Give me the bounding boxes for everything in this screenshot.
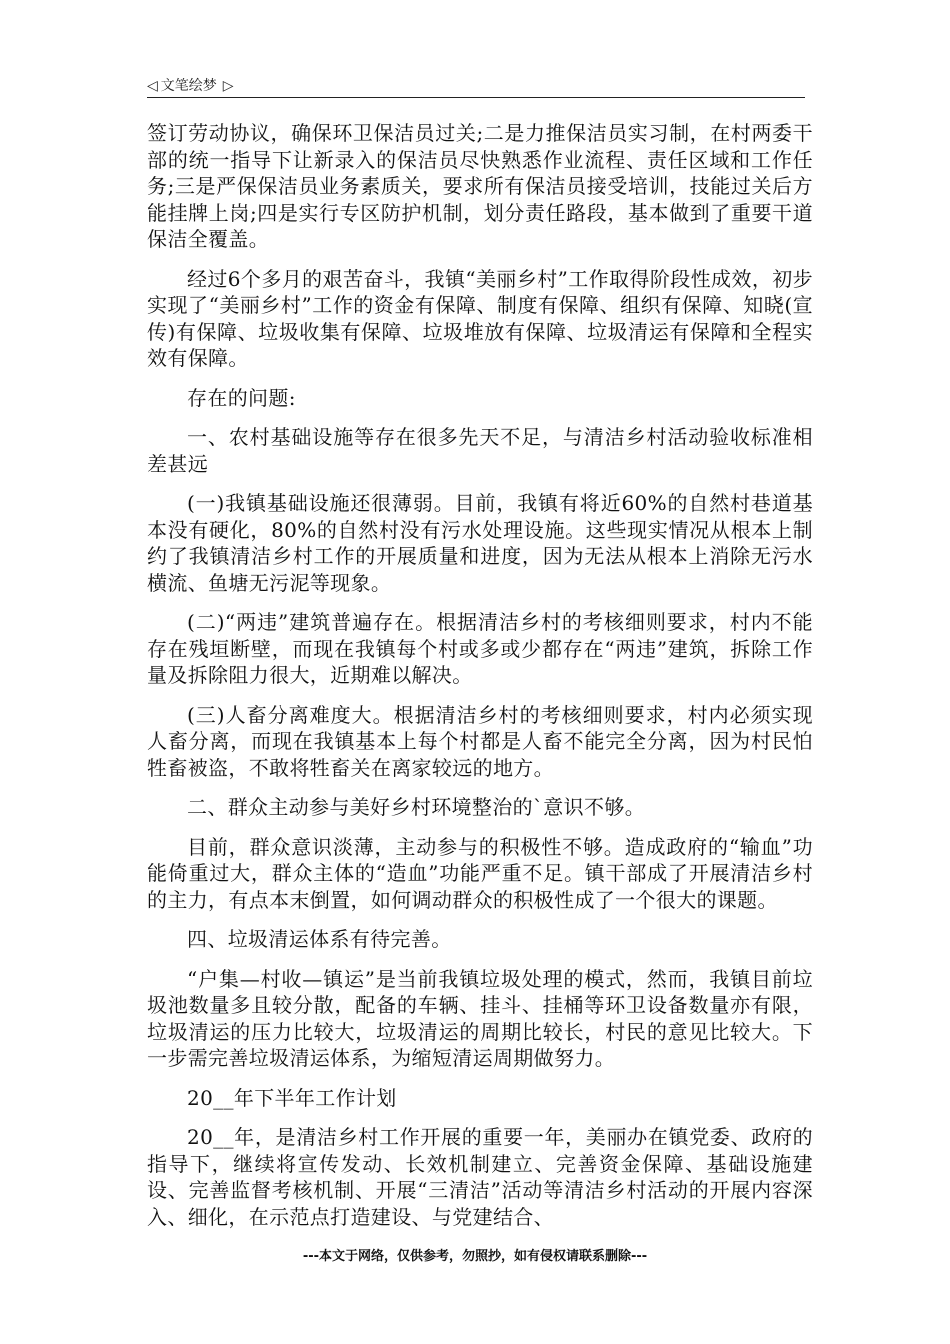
header-divider (147, 97, 805, 98)
problem-item-1-1: (一)我镇基础设施还很薄弱。目前，我镇有将近60%的自然村巷道基本没有硬化，80%的自然村没有污水处理设施。这些现实情况从根本上制约了我镇清洁乡村工作的开展质量和进度，因为无法从根本上消除无污水横流、鱼塘无污泥等现象。 (147, 491, 813, 595)
problem-item-1-3: (三)人畜分离难度大。根据清洁乡村的考核细则要求，村内必须实现人畜分离，而现在我镇基本上每个村都是人畜不能完全分离，因为村民怕牲畜被盗，不敢将牲畜关在离家较远的地方。 (147, 702, 813, 780)
paragraph-summary: 经过6个多月的艰苦奋斗，我镇“美丽乡村”工作取得阶段性成效，初步实现了“美丽乡村”工作的资金有保障、制度有保障、组织有保障、知晓(宣传)有保障、垃圾收集有保障、垃圾堆放有保障、垃圾清运有保障和全程实效有保障。 (147, 266, 813, 370)
problem-2-body: 目前，群众意识淡薄，主动参与的积极性不够。造成政府的“输血”功能倚重过大，群众主体的“造血”功能严重不足。镇干部成了开展清洁乡村的主力，有点本末倒置，如何调动群众的积极性成了一个很大的课题。 (147, 834, 813, 912)
problem-heading-4: 四、垃圾清运体系有待完善。 (187, 927, 452, 951)
problem-heading-2: 二、群众主动参与美好乡村环境整治的`意识不够。 (187, 795, 646, 819)
problem-heading-1: 一、农村基础设施等存在很多先天不足，与清洁乡村活动验收标准相差甚远 (147, 425, 813, 476)
document-body (147, 120, 813, 1243)
plan-heading: 20__年下半年工作计划 (187, 1085, 397, 1110)
left-triangle-icon: ◁ (147, 78, 158, 94)
page-footer-disclaimer: ---本文于网络，仅供参考，勿照抄，如有侵权请联系删除--- (302, 1249, 648, 1264)
section-heading-problems: 存在的问题: (187, 385, 296, 410)
plan-body: 20__年，是清洁乡村工作开展的重要一年，美丽办在镇党委、政府的指导下，继续将宣传发动、长效机制建立、完善资金保障、基础设施建设、完善监督考核机制、开展“三清洁”活动等清洁乡村活动的开展内容深入、细化，在示范点打造建设、与党建结合、 (147, 1125, 813, 1229)
header-title: 文笔绘梦 (160, 78, 217, 94)
paragraph-continuation: 签订劳动协议，确保环卫保洁员过关;二是力推保洁员实习制，在村两委干部的统一指导下让新录入的保洁员尽快熟悉作业流程、责任区域和工作任务;三是严保保洁员业务素质关，要求所有保洁员接受培训，技能过关后方能挂牌上岗;四是实行专区防护机制，划分责任路段，基本做到了重要干道保洁全覆盖。 (147, 121, 813, 251)
problem-item-1-2: (二)“两违”建筑普遍存在。根据清洁乡村的考核细则要求，村内不能存在残垣断壁，而现在我镇每个村或多或少都存在“两违”建筑，拆除工作量及拆除阻力很大，近期难以解决。 (147, 610, 813, 687)
problem-4-body: “户集—村收—镇运”是当前我镇垃圾处理的模式，然而，我镇目前垃圾池数量多且较分散，配备的车辆、挂斗、挂桶等环卫设备数量亦有限，垃圾清运的压力比较大，垃圾清运的周期比较长，村民的意见比较大。下一步需完善垃圾清运体系，为缩短清运周期做努力。 (147, 966, 813, 1070)
page-header (147, 76, 805, 98)
right-triangle-icon: ▷ (222, 78, 234, 94)
